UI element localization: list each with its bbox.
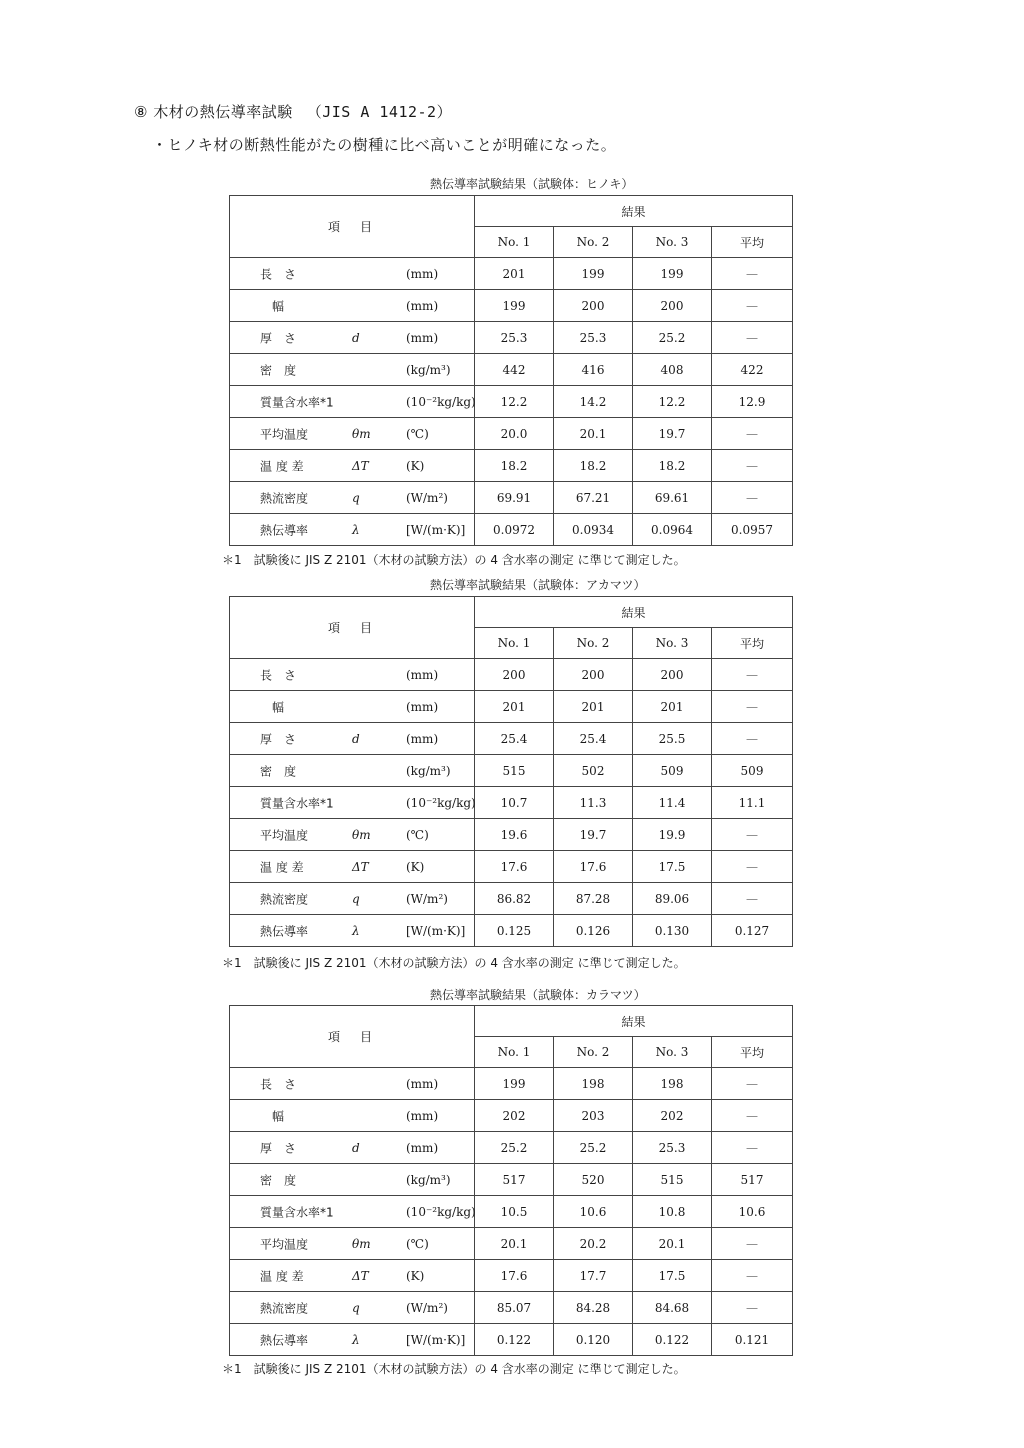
row-item-cell [230, 915, 475, 947]
row-symbol: q [352, 490, 360, 505]
row-unit: (mm) [406, 667, 439, 682]
cell-no1: 86.82 [475, 883, 554, 915]
cell-no1: 25.4 [475, 723, 554, 755]
row-label: 温 度 差 [260, 860, 304, 874]
cell-no3: 509 [633, 755, 712, 787]
cell-avg: 517 [712, 1164, 793, 1196]
row-item-cell [230, 322, 475, 354]
header-avg: 平均 [712, 227, 793, 258]
table-row [230, 258, 793, 290]
cell-avg: — [712, 1068, 793, 1100]
row-label: 密 度 [260, 363, 297, 377]
row-symbol: q [352, 1300, 360, 1315]
cell-no1: 200 [475, 659, 554, 691]
row-label: 幅 [260, 299, 285, 313]
header-no2: No. 2 [554, 1037, 633, 1068]
cell-no2: 203 [554, 1100, 633, 1132]
row-label: 熱流密度 [260, 491, 309, 505]
row-symbol: ΔT [352, 1268, 369, 1283]
row-unit: (10⁻²kg/kg) [406, 795, 476, 810]
row-label: 長 さ [260, 267, 297, 281]
cell-no1: 515 [475, 755, 554, 787]
cell-no2: 198 [554, 1068, 633, 1100]
row-label: 平均温度 [260, 828, 309, 842]
row-unit: (kg/m³) [406, 362, 451, 377]
row-label: 厚 さ [260, 1141, 297, 1155]
row-unit: [W/(m·K)] [406, 1332, 466, 1347]
row-unit: (10⁻²kg/kg) [406, 1204, 476, 1219]
row-item-cell [230, 1228, 475, 1260]
table-row [230, 1292, 793, 1324]
cell-avg: 0.127 [712, 915, 793, 947]
cell-avg: — [712, 659, 793, 691]
cell-no3: 202 [633, 1100, 712, 1132]
header-result: 結果 [475, 597, 793, 628]
row-item-cell [230, 1260, 475, 1292]
row-item-cell [230, 450, 475, 482]
table-row [230, 1068, 793, 1100]
cell-no3: 17.5 [633, 1260, 712, 1292]
row-item-cell [230, 1196, 475, 1228]
row-symbol: λ [352, 1332, 360, 1347]
cell-avg: — [712, 851, 793, 883]
cell-no3: 0.122 [633, 1324, 712, 1356]
row-item-cell [230, 1292, 475, 1324]
results-table [229, 1005, 793, 1356]
table-row [230, 290, 793, 322]
table-row [230, 322, 793, 354]
row-unit: (W/m²) [406, 1300, 448, 1315]
cell-avg: 0.0957 [712, 514, 793, 546]
cell-no1: 201 [475, 691, 554, 723]
header-item: 項 目 [230, 597, 475, 659]
table-row [230, 1228, 793, 1260]
cell-avg: 12.9 [712, 386, 793, 418]
row-item-cell [230, 514, 475, 546]
cell-no3: 19.9 [633, 819, 712, 851]
row-unit: (W/m²) [406, 490, 448, 505]
cell-no2: 0.0934 [554, 514, 633, 546]
row-item-cell [230, 386, 475, 418]
row-label: 温 度 差 [260, 459, 304, 473]
cell-no1: 442 [475, 354, 554, 386]
cell-no1: 17.6 [475, 1260, 554, 1292]
section-title: ⑧ 木材の熱伝導率試験 [134, 103, 293, 121]
table-row [230, 787, 793, 819]
table-row [230, 1196, 793, 1228]
cell-no1: 69.91 [475, 482, 554, 514]
header-no2: No. 2 [554, 227, 633, 258]
cell-avg: 11.1 [712, 787, 793, 819]
results-table [229, 596, 793, 947]
cell-no3: 12.2 [633, 386, 712, 418]
row-label: 長 さ [260, 1077, 297, 1091]
table-row [230, 514, 793, 546]
cell-no3: 25.5 [633, 723, 712, 755]
header-no1: No. 1 [475, 227, 554, 258]
cell-no3: 0.130 [633, 915, 712, 947]
row-label: 熱流密度 [260, 892, 309, 906]
row-item-cell [230, 1324, 475, 1356]
cell-no2: 20.2 [554, 1228, 633, 1260]
cell-no3: 200 [633, 290, 712, 322]
cell-no2: 87.28 [554, 883, 633, 915]
cell-no1: 202 [475, 1100, 554, 1132]
cell-no1: 0.122 [475, 1324, 554, 1356]
cell-avg: — [712, 691, 793, 723]
header-result: 結果 [475, 196, 793, 227]
cell-avg: — [712, 290, 793, 322]
table-row [230, 1164, 793, 1196]
header-item: 項 目 [230, 196, 475, 258]
row-unit: (kg/m³) [406, 1172, 451, 1187]
cell-no3: 17.5 [633, 851, 712, 883]
cell-no2: 200 [554, 290, 633, 322]
row-unit: (℃) [406, 827, 429, 842]
cell-no1: 18.2 [475, 450, 554, 482]
section-heading [134, 101, 452, 122]
row-label: 熱流密度 [260, 1301, 309, 1315]
row-label: 長 さ [260, 668, 297, 682]
row-item-cell [230, 691, 475, 723]
table-row [230, 418, 793, 450]
row-symbol: d [352, 731, 360, 746]
cell-no2: 0.120 [554, 1324, 633, 1356]
row-item-cell [230, 787, 475, 819]
results-table [229, 195, 793, 546]
cell-no3: 199 [633, 258, 712, 290]
table-row [230, 755, 793, 787]
cell-no2: 17.6 [554, 851, 633, 883]
header-result: 結果 [475, 1006, 793, 1037]
row-unit: (K) [406, 859, 425, 874]
row-item-cell [230, 258, 475, 290]
cell-no3: 69.61 [633, 482, 712, 514]
cell-no2: 84.28 [554, 1292, 633, 1324]
cell-no2: 0.126 [554, 915, 633, 947]
row-symbol: d [352, 1140, 360, 1155]
row-item-cell [230, 418, 475, 450]
cell-avg: — [712, 450, 793, 482]
cell-no1: 17.6 [475, 851, 554, 883]
table-row [230, 851, 793, 883]
row-item-cell [230, 354, 475, 386]
cell-no2: 520 [554, 1164, 633, 1196]
table-footnote: ＊1 試験後に JIS Z 2101（木材の試験方法）の 4 含水率の測定 に準じて測定した。 [222, 553, 686, 567]
row-item-cell [230, 819, 475, 851]
table-row [230, 1324, 793, 1356]
header-no2: No. 2 [554, 628, 633, 659]
table-caption: 熱伝導率試験結果（試験体：アカマツ） [430, 578, 646, 592]
row-unit: (mm) [406, 330, 439, 345]
cell-no1: 10.5 [475, 1196, 554, 1228]
cell-no2: 18.2 [554, 450, 633, 482]
table-row [230, 659, 793, 691]
cell-no3: 84.68 [633, 1292, 712, 1324]
summary-text: ・ヒノキ材の断熱性能がたの樹種に比べ高いことが明確になった。 [152, 136, 617, 154]
row-unit: [W/(m·K)] [406, 522, 466, 537]
cell-no3: 515 [633, 1164, 712, 1196]
cell-no1: 19.6 [475, 819, 554, 851]
row-item-cell [230, 883, 475, 915]
table-row [230, 819, 793, 851]
cell-no1: 199 [475, 290, 554, 322]
cell-no2: 20.1 [554, 418, 633, 450]
cell-avg: — [712, 482, 793, 514]
cell-no2: 416 [554, 354, 633, 386]
cell-no2: 25.3 [554, 322, 633, 354]
row-label: 平均温度 [260, 427, 309, 441]
cell-avg: — [712, 1132, 793, 1164]
row-label: 温 度 差 [260, 1269, 304, 1283]
table-caption: 熱伝導率試験結果（試験体：ヒノキ） [430, 177, 634, 191]
cell-no2: 25.4 [554, 723, 633, 755]
row-label: 質量含水率*1 [260, 395, 334, 409]
header-item: 項 目 [230, 1006, 475, 1068]
cell-no3: 19.7 [633, 418, 712, 450]
row-label: 密 度 [260, 1173, 297, 1187]
row-unit: (mm) [406, 699, 439, 714]
row-unit: (mm) [406, 1076, 439, 1091]
cell-avg: 509 [712, 755, 793, 787]
row-item-cell [230, 755, 475, 787]
table-row [230, 450, 793, 482]
cell-avg: — [712, 322, 793, 354]
row-unit: (K) [406, 1268, 425, 1283]
row-unit: (10⁻²kg/kg) [406, 394, 476, 409]
table-row [230, 1132, 793, 1164]
cell-no3: 25.3 [633, 1132, 712, 1164]
row-unit: (mm) [406, 1108, 439, 1123]
cell-avg: 10.6 [712, 1196, 793, 1228]
row-label: 厚 さ [260, 732, 297, 746]
row-symbol: θm [352, 1236, 371, 1251]
row-label: 幅 [260, 700, 285, 714]
cell-no1: 0.0972 [475, 514, 554, 546]
cell-avg: — [712, 723, 793, 755]
cell-no2: 10.6 [554, 1196, 633, 1228]
row-item-cell [230, 1132, 475, 1164]
cell-no3: 20.1 [633, 1228, 712, 1260]
cell-no3: 89.06 [633, 883, 712, 915]
row-unit: (mm) [406, 266, 439, 281]
row-symbol: θm [352, 827, 371, 842]
row-item-cell [230, 851, 475, 883]
row-symbol: ΔT [352, 859, 369, 874]
row-symbol: ΔT [352, 458, 369, 473]
cell-no2: 11.3 [554, 787, 633, 819]
header-no1: No. 1 [475, 628, 554, 659]
cell-no3: 408 [633, 354, 712, 386]
table-row [230, 691, 793, 723]
cell-no2: 19.7 [554, 819, 633, 851]
header-avg: 平均 [712, 1037, 793, 1068]
cell-no1: 20.0 [475, 418, 554, 450]
cell-no2: 67.21 [554, 482, 633, 514]
table-row [230, 883, 793, 915]
cell-no3: 18.2 [633, 450, 712, 482]
row-item-cell [230, 290, 475, 322]
cell-no1: 25.3 [475, 322, 554, 354]
cell-no1: 199 [475, 1068, 554, 1100]
row-symbol: λ [352, 923, 360, 938]
row-item-cell [230, 1100, 475, 1132]
table-caption: 熱伝導率試験結果（試験体：カラマツ） [430, 988, 646, 1002]
row-symbol: θm [352, 426, 371, 441]
cell-avg: 0.121 [712, 1324, 793, 1356]
cell-no3: 198 [633, 1068, 712, 1100]
table-row [230, 386, 793, 418]
row-label: 熱伝導率 [260, 924, 309, 938]
header-no3: No. 3 [633, 1037, 712, 1068]
row-label: 質量含水率*1 [260, 1205, 334, 1219]
table-row [230, 354, 793, 386]
section-standard: （JIS A 1412-2） [306, 103, 453, 121]
table-footnote: ＊1 試験後に JIS Z 2101（木材の試験方法）の 4 含水率の測定 に準じて測定した。 [222, 1362, 686, 1376]
row-symbol: d [352, 330, 360, 345]
cell-no1: 517 [475, 1164, 554, 1196]
row-unit: (kg/m³) [406, 763, 451, 778]
header-no3: No. 3 [633, 227, 712, 258]
row-label: 密 度 [260, 764, 297, 778]
cell-avg: — [712, 418, 793, 450]
cell-no3: 25.2 [633, 322, 712, 354]
row-unit: (mm) [406, 1140, 439, 1155]
row-unit: [W/(m·K)] [406, 923, 466, 938]
row-label: 熱伝導率 [260, 523, 309, 537]
row-unit: (℃) [406, 426, 429, 441]
cell-no1: 201 [475, 258, 554, 290]
row-label: 質量含水率*1 [260, 796, 334, 810]
row-label: 平均温度 [260, 1237, 309, 1251]
cell-avg: — [712, 1260, 793, 1292]
row-symbol: q [352, 891, 360, 906]
header-no1: No. 1 [475, 1037, 554, 1068]
table-row [230, 1100, 793, 1132]
cell-no3: 0.0964 [633, 514, 712, 546]
row-unit: (W/m²) [406, 891, 448, 906]
row-item-cell [230, 482, 475, 514]
cell-no3: 11.4 [633, 787, 712, 819]
row-item-cell [230, 723, 475, 755]
header-no3: No. 3 [633, 628, 712, 659]
table-row [230, 482, 793, 514]
row-label: 幅 [260, 1109, 285, 1123]
table-row [230, 723, 793, 755]
cell-avg: 422 [712, 354, 793, 386]
table-row [230, 915, 793, 947]
row-label: 厚 さ [260, 331, 297, 345]
cell-no1: 20.1 [475, 1228, 554, 1260]
table-footnote: ＊1 試験後に JIS Z 2101（木材の試験方法）の 4 含水率の測定 に準じて測定した。 [222, 956, 686, 970]
cell-no1: 10.7 [475, 787, 554, 819]
cell-avg: — [712, 819, 793, 851]
row-item-cell [230, 1068, 475, 1100]
cell-no1: 12.2 [475, 386, 554, 418]
row-unit: (mm) [406, 731, 439, 746]
row-unit: (℃) [406, 1236, 429, 1251]
cell-no3: 200 [633, 659, 712, 691]
cell-no3: 10.8 [633, 1196, 712, 1228]
cell-no1: 25.2 [475, 1132, 554, 1164]
cell-avg: — [712, 1228, 793, 1260]
cell-no3: 201 [633, 691, 712, 723]
row-item-cell [230, 1164, 475, 1196]
cell-no2: 25.2 [554, 1132, 633, 1164]
cell-no2: 200 [554, 659, 633, 691]
row-item-cell [230, 659, 475, 691]
cell-avg: — [712, 1100, 793, 1132]
row-unit: (K) [406, 458, 425, 473]
cell-avg: — [712, 258, 793, 290]
cell-avg: — [712, 883, 793, 915]
cell-no1: 85.07 [475, 1292, 554, 1324]
cell-no1: 0.125 [475, 915, 554, 947]
cell-no2: 201 [554, 691, 633, 723]
row-label: 熱伝導率 [260, 1333, 309, 1347]
cell-no2: 502 [554, 755, 633, 787]
cell-no2: 14.2 [554, 386, 633, 418]
row-symbol: λ [352, 522, 360, 537]
cell-no2: 17.7 [554, 1260, 633, 1292]
cell-avg: — [712, 1292, 793, 1324]
table-row [230, 1260, 793, 1292]
cell-no2: 199 [554, 258, 633, 290]
row-unit: (mm) [406, 298, 439, 313]
header-avg: 平均 [712, 628, 793, 659]
